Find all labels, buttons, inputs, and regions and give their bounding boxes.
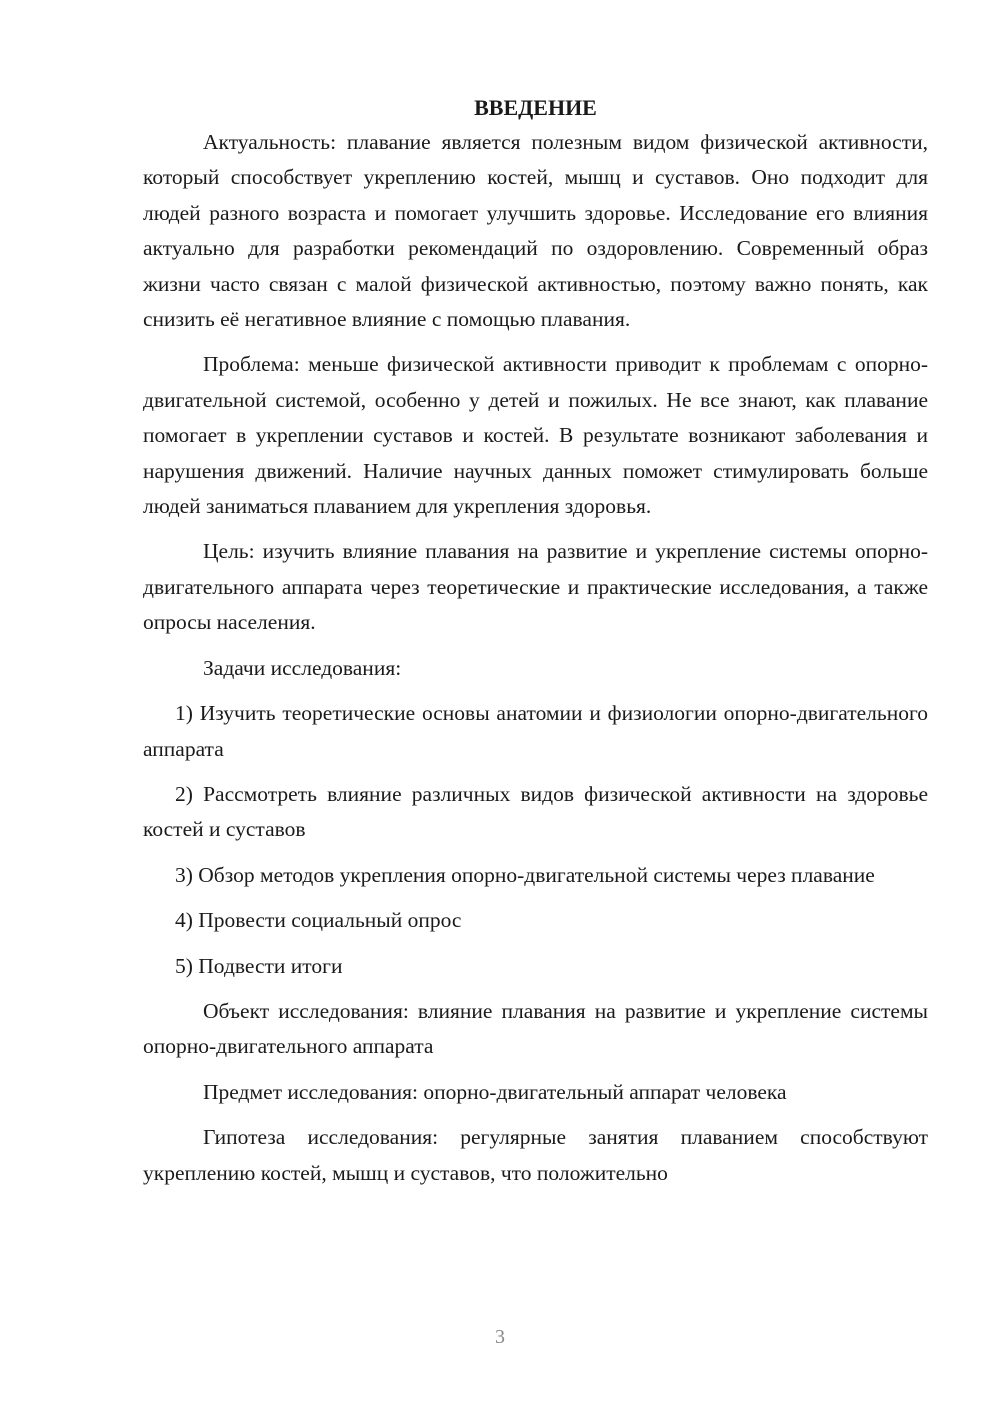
relevance-paragraph: Актуальность: плавание является полезным видом физической активности, который способствует укреплению костей, мышц и суставов. Оно подходит для людей разного возраста и помогает улучшить здоровье. Исследование его влияния актуально для разработки рекомендаций по оздоровлению. Современный образ жизни часто связан с малой физической активностью, поэтому важно понять, как снизить её негативное влияние с помощью плавания. <box>143 130 928 332</box>
hypothesis-paragraph: Гипотеза исследования: регулярные занятия плаванием способствуют укреплению костей, мышц и суставов, что положительно <box>143 1125 928 1185</box>
task-item-4: 4) Провести социальный опрос <box>175 908 462 933</box>
page-number: 3 <box>495 1326 505 1348</box>
goal-paragraph: Цель: изучить влияние плавания на развитие и укрепление системы опорно-двигательного аппарата через теоретические и практические исследования, а также опросы населения. <box>143 539 928 635</box>
subject-paragraph: Предмет исследования: опорно-двигательный аппарат человека <box>203 1079 787 1104</box>
task-item-3: 3) Обзор методов укрепления опорно-двигательной системы через плавание <box>175 862 875 887</box>
task-item-1: 1) Изучить теоретические основы анатомии и физиологии опорно-двигательного аппарата <box>143 701 928 761</box>
tasks-intro: Задачи исследования: <box>203 655 402 680</box>
document-page <box>143 90 928 1191</box>
object-paragraph: Объект исследования: влияние плавания на развитие и укрепление системы опорно-двигательного аппарата <box>143 998 928 1059</box>
task-item-2: 2) Рассмотреть влияние различных видов физической активности на здоровье костей и суставов <box>143 781 928 842</box>
section-heading: ВВЕДЕНИЕ <box>474 95 597 120</box>
task-item-5: 5) Подвести итоги <box>175 953 343 978</box>
problem-paragraph: Проблема: меньше физической активности приводит к проблемам с опорно-двигательной системой, особенно у детей и пожилых. Не все знают, как плавание помогает в укреплении суставов и костей. В результате возникают заболевания и нарушения движений. Наличие научных данных поможет стимулировать больше людей заниматься плаванием для укрепления здоровья. <box>143 352 928 519</box>
